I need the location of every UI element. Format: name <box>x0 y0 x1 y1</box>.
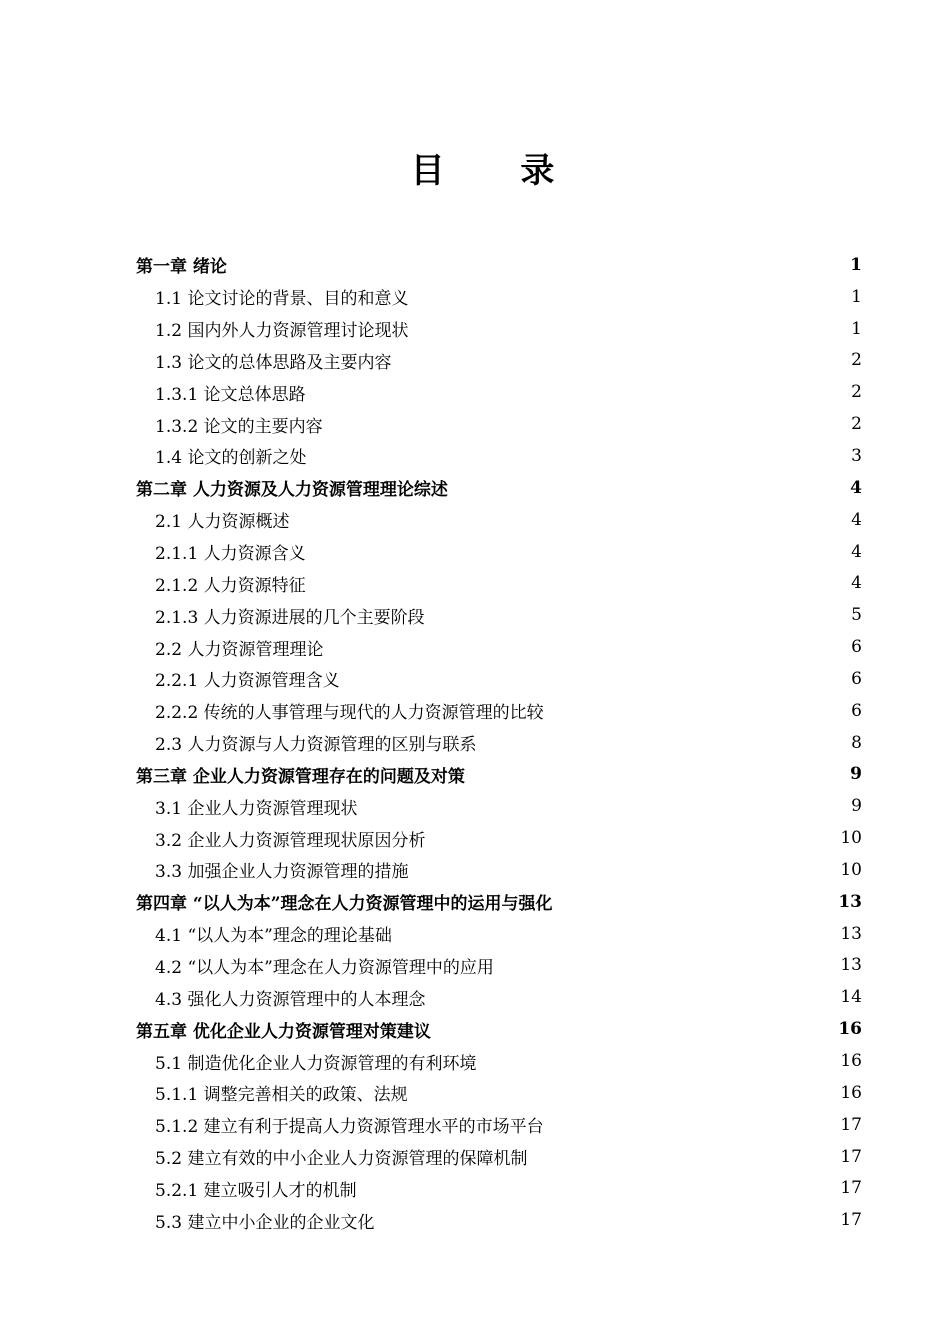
toc-page-number: 3 <box>851 445 862 466</box>
toc-page-number: 16 <box>838 1019 862 1040</box>
toc-chapter-entry[interactable] <box>136 472 862 504</box>
toc-entry-title: 第三章 企业人力资源管理存在的问题及对策 <box>136 766 465 787</box>
toc-entry-title: 2.2.2 传统的人事管理与现代的人力资源管理的比较 <box>155 703 544 724</box>
toc-entry-title: 5.1.1 调整完善相关的政策、法规 <box>155 1085 408 1106</box>
toc-page-number: 2 <box>851 350 862 371</box>
toc-entry-title: 1.2 国内外人力资源管理讨论现状 <box>155 321 409 342</box>
toc-entry-title: 4.3 强化人力资源管理中的人本理念 <box>155 989 426 1010</box>
toc-entry-title: 5.1.2 建立有利于提高人力资源管理水平的市场平台 <box>155 1117 544 1138</box>
toc-section-entry[interactable] <box>136 440 862 472</box>
toc-entry-title: 2.3 人力资源与人力资源管理的区别与联系 <box>155 735 477 756</box>
toc-page-number: 13 <box>838 891 862 912</box>
toc-page-number: 9 <box>850 764 862 785</box>
toc-entry-title: 3.1 企业人力资源管理现状 <box>155 798 358 819</box>
toc-page-number: 4 <box>851 509 862 530</box>
toc-page-number: 6 <box>851 637 862 658</box>
toc-page-number: 6 <box>851 700 862 721</box>
toc-page-number: 1 <box>851 318 862 339</box>
toc-page-number: 4 <box>851 541 862 562</box>
toc-entry-title: 4.1 “以人为本”理念的理论基础 <box>155 926 392 947</box>
toc-section-entry[interactable] <box>136 727 862 759</box>
toc-chapter-entry[interactable] <box>136 759 862 791</box>
toc-entry-title: 2.1 人力资源概述 <box>155 512 290 533</box>
toc-page-number: 8 <box>851 732 862 753</box>
toc-entry-title: 4.2 “以人为本”理念在人力资源管理中的应用 <box>155 957 494 978</box>
toc-section-entry[interactable] <box>136 790 862 822</box>
toc-page-number: 14 <box>840 987 862 1008</box>
toc-entry-title: 第五章 优化企业人力资源管理对策建议 <box>136 1021 431 1042</box>
toc-section-entry[interactable] <box>136 631 862 663</box>
toc-chapter-entry[interactable] <box>136 1013 862 1045</box>
toc-entry-title: 1.3.1 论文总体思路 <box>155 384 306 405</box>
toc-entry-title: 5.2.1 建立吸引人才的机制 <box>155 1180 357 1201</box>
toc-entry-title: 5.2 建立有效的中小企业人力资源管理的保障机制 <box>155 1149 528 1170</box>
toc-page-number: 2 <box>851 414 862 435</box>
toc-section-entry[interactable] <box>136 1109 862 1141</box>
toc-section-entry[interactable] <box>136 1172 862 1204</box>
toc-entry-title: 1.3.2 论文的主要内容 <box>155 416 323 437</box>
toc-section-entry[interactable] <box>136 376 862 408</box>
toc-section-entry[interactable] <box>136 918 862 950</box>
toc-entry-title: 1.3 论文的总体思路及主要内容 <box>155 352 392 373</box>
toc-entry-title: 第四章 “以人为本”理念在人力资源管理中的运用与强化 <box>136 894 553 915</box>
toc-section-entry[interactable] <box>136 281 862 313</box>
toc-section-entry[interactable] <box>136 345 862 377</box>
toc-page-number: 1 <box>851 286 862 307</box>
toc-entry-title: 1.4 论文的创新之处 <box>155 448 307 469</box>
toc-page-number: 17 <box>840 1178 862 1199</box>
toc-section-entry[interactable] <box>136 695 862 727</box>
toc-section-entry[interactable] <box>136 663 862 695</box>
toc-chapter-entry[interactable] <box>136 886 862 918</box>
toc-page-number: 16 <box>840 1051 862 1072</box>
toc-section-entry[interactable] <box>136 504 862 536</box>
toc-entry-title: 2.1.1 人力资源含义 <box>155 544 306 565</box>
toc-section-entry[interactable] <box>136 1045 862 1077</box>
toc-entry-title: 5.1 制造优化企业人力资源管理的有利环境 <box>155 1053 477 1074</box>
toc-entry-title: 3.2 企业人力资源管理现状原因分析 <box>155 830 426 851</box>
toc-page-number: 4 <box>850 477 862 498</box>
toc-section-entry[interactable] <box>136 981 862 1013</box>
toc-page-number: 16 <box>840 1082 862 1103</box>
toc-page-number: 1 <box>850 254 862 275</box>
toc-entry-title: 1.1 论文讨论的背景、目的和意义 <box>155 289 409 310</box>
toc-entry-title: 第一章 绪论 <box>136 257 227 278</box>
toc-page-number: 13 <box>840 923 862 944</box>
toc-section-entry[interactable] <box>136 599 862 631</box>
toc-section-entry[interactable] <box>136 822 862 854</box>
toc-section-entry[interactable] <box>136 854 862 886</box>
toc-page-number: 9 <box>851 796 862 817</box>
toc-section-entry[interactable] <box>136 950 862 982</box>
toc-entry-title: 第二章 人力资源及人力资源管理理论综述 <box>136 480 448 501</box>
toc-section-entry[interactable] <box>136 536 862 568</box>
toc-list <box>136 249 862 1236</box>
toc-page-number: 5 <box>851 605 862 626</box>
toc-page-number: 17 <box>840 1146 862 1167</box>
toc-page-number: 17 <box>840 1114 862 1135</box>
toc-entry-title: 2.2.1 人力资源管理含义 <box>155 671 340 692</box>
toc-section-entry[interactable] <box>136 1077 862 1109</box>
toc-entry-title: 2.1.2 人力资源特征 <box>155 575 306 596</box>
toc-page-number: 17 <box>840 1210 862 1231</box>
toc-title: 目 录 <box>410 151 587 191</box>
toc-section-entry[interactable] <box>136 313 862 345</box>
toc-page-number: 10 <box>840 828 862 849</box>
toc-page-number: 10 <box>840 859 862 880</box>
toc-entry-title: 5.3 建立中小企业的企业文化 <box>155 1212 375 1233</box>
toc-entry-title: 2.1.3 人力资源进展的几个主要阶段 <box>155 607 425 628</box>
toc-page-number: 6 <box>851 668 862 689</box>
toc-section-entry[interactable] <box>136 1204 862 1236</box>
toc-page-number: 13 <box>840 955 862 976</box>
toc-chapter-entry[interactable] <box>136 249 862 281</box>
toc-page-number: 2 <box>851 382 862 403</box>
toc-section-entry[interactable] <box>136 1141 862 1173</box>
toc-page-number: 4 <box>851 573 862 594</box>
toc-entry-title: 3.3 加强企业人力资源管理的措施 <box>155 862 409 883</box>
toc-section-entry[interactable] <box>136 567 862 599</box>
toc-section-entry[interactable] <box>136 408 862 440</box>
toc-entry-title: 2.2 人力资源管理理论 <box>155 639 324 660</box>
